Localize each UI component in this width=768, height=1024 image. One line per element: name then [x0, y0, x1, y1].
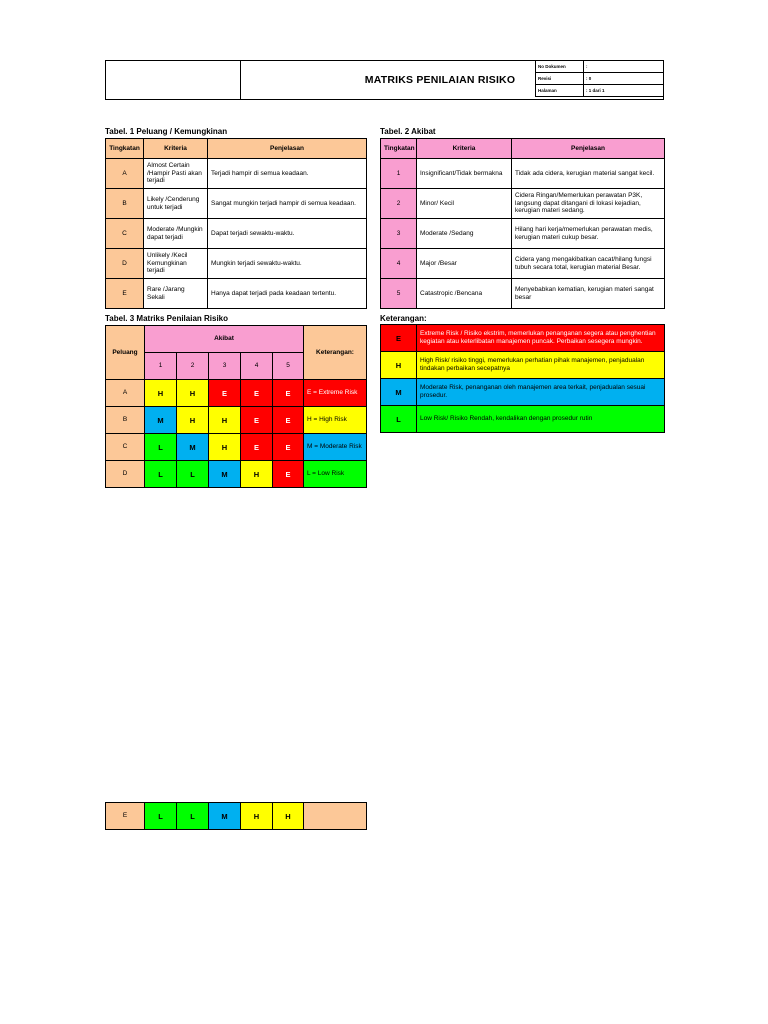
legend-row: [381, 325, 665, 352]
criteria-cell: Insignificant/Tidak bermakna: [417, 159, 512, 189]
meta-row: [536, 85, 664, 97]
level-cell: 3: [381, 219, 417, 249]
legend-row: [381, 379, 665, 406]
column-header: Penjelasan: [208, 139, 367, 159]
legend-code: M: [381, 379, 417, 406]
criteria-cell: Likely /Cenderung untuk terjadi: [144, 189, 208, 219]
risk-cell: E: [241, 407, 273, 434]
legend-row: [381, 352, 665, 379]
akibat-level: 3: [209, 353, 241, 380]
table-row: [106, 189, 367, 219]
meta-row: [536, 61, 664, 73]
risk-cell: H: [241, 461, 273, 488]
table-row: [381, 189, 665, 219]
risk-cell: E: [241, 434, 273, 461]
risk-cell: L: [177, 803, 209, 830]
risk-legend-table: [380, 324, 665, 433]
level-cell: B: [106, 189, 144, 219]
legend-code: E: [381, 325, 417, 352]
legend-description: High Risk/ risiko tinggi, memerlukan perhatian pihak manajemen, penjadualan tindakan perbaikan secepatnya: [417, 352, 665, 379]
table2-header-row: [381, 139, 665, 159]
risk-cell: M: [177, 434, 209, 461]
document-header: [105, 60, 664, 100]
risk-cell: L: [145, 434, 177, 461]
risk-cell: E: [273, 434, 304, 461]
meta-label: No Dokumen: [536, 61, 584, 73]
logo-area: [106, 61, 241, 99]
column-header: Tingkatan: [381, 139, 417, 159]
table3-caption: Tabel. 3 Matriks Penilaian Risiko: [105, 314, 229, 323]
meta-value: : 1 dari 1: [584, 85, 664, 97]
risk-cell: M: [209, 461, 241, 488]
level-cell: C: [106, 219, 144, 249]
risk-matrix-row-e: [105, 802, 367, 830]
criteria-cell: Almost Certain /Hampir Pasti akan terjadi: [144, 159, 208, 189]
criteria-cell: Moderate /Mungkin dapat terjadi: [144, 219, 208, 249]
legend-row: [381, 406, 665, 433]
risk-cell: H: [177, 407, 209, 434]
matrix-header-row: [106, 326, 367, 353]
legend-description: Extreme Risk / Risiko ekstrim, memerlukan penanganan segera atau penghentian kegiatan atau keterlibatan manajemen puncak. Perbaikan sesegera mungkin.: [417, 325, 665, 352]
legend-code: H: [381, 352, 417, 379]
risk-note: L = Low Risk: [304, 461, 367, 488]
table-row: [106, 159, 367, 189]
table-row: [106, 249, 367, 279]
risk-matrix-table: [105, 325, 367, 488]
description-cell: Dapat terjadi sewaktu-waktu.: [208, 219, 367, 249]
meta-value: : 0: [584, 73, 664, 85]
matrix-row: [106, 380, 367, 407]
description-cell: Hanya dapat terjadi pada keadaan tertentu.: [208, 279, 367, 309]
legend-caption: Keterangan:: [380, 314, 427, 323]
page-title: MATRIKS PENILAIAN RISIKO: [364, 74, 516, 86]
risk-cell: M: [209, 803, 241, 830]
criteria-cell: Moderate /Sedang: [417, 219, 512, 249]
peluang-header: Peluang: [106, 326, 145, 380]
table-row: [381, 219, 665, 249]
risk-cell: M: [145, 407, 177, 434]
meta-value: :: [584, 61, 664, 73]
risk-cell: H: [177, 380, 209, 407]
table2-akibat: [380, 138, 665, 309]
table-row: [381, 249, 665, 279]
meta-label: Halaman: [536, 85, 584, 97]
peluang-level: B: [106, 407, 145, 434]
table-row: [106, 219, 367, 249]
level-cell: 4: [381, 249, 417, 279]
document-meta-table: [535, 60, 664, 97]
table-row: [381, 159, 665, 189]
legend-description: Low Risk/ Risiko Rendah, kendalikan dengan prosedur rutin: [417, 406, 665, 433]
criteria-cell: Unlikely /Kecil Kemungkinan terjadi: [144, 249, 208, 279]
legend-description: Moderate Risk, penanganan oleh manajemen area terkait, penjadualan sesuai prosedur.: [417, 379, 665, 406]
akibat-level: 5: [273, 353, 304, 380]
meta-row: [536, 73, 664, 85]
risk-note: E = Extreme Risk: [304, 380, 367, 407]
risk-cell: H: [209, 434, 241, 461]
criteria-cell: Catastropic /Bencana: [417, 279, 512, 309]
risk-cell: E: [273, 380, 304, 407]
peluang-level: D: [106, 461, 145, 488]
table1-peluang: [105, 138, 367, 309]
peluang-level: A: [106, 380, 145, 407]
description-cell: Terjadi hampir di semua keadaan.: [208, 159, 367, 189]
keterangan-header: Keterangan:: [304, 326, 367, 380]
risk-cell: L: [145, 461, 177, 488]
description-cell: Sangat mungkin terjadi hampir di semua keadaan.: [208, 189, 367, 219]
risk-cell: E: [241, 380, 273, 407]
risk-cell: E: [209, 380, 241, 407]
column-header: Kriteria: [144, 139, 208, 159]
risk-note-empty: [304, 803, 367, 830]
table-row: [381, 279, 665, 309]
risk-cell: E: [273, 461, 304, 488]
matrix-row: [106, 434, 367, 461]
level-cell: 5: [381, 279, 417, 309]
akibat-level: 2: [177, 353, 209, 380]
risk-cell: L: [177, 461, 209, 488]
akibat-header: Akibat: [145, 326, 304, 353]
risk-note: M = Moderate Risk: [304, 434, 367, 461]
risk-note: H = High Risk: [304, 407, 367, 434]
risk-cell: H: [273, 803, 304, 830]
column-header: Kriteria: [417, 139, 512, 159]
level-cell: A: [106, 159, 144, 189]
description-cell: Mungkin terjadi sewaktu-waktu.: [208, 249, 367, 279]
legend-code: L: [381, 406, 417, 433]
level-cell: 2: [381, 189, 417, 219]
level-cell: E: [106, 279, 144, 309]
table-row: [106, 279, 367, 309]
akibat-level: 4: [241, 353, 273, 380]
description-cell: Menyebabkan kematian, kerugian materi sangat besar: [512, 279, 665, 309]
level-cell: 1: [381, 159, 417, 189]
column-header: Tingkatan: [106, 139, 144, 159]
risk-cell: H: [241, 803, 273, 830]
peluang-level: C: [106, 434, 145, 461]
table1-caption: Tabel. 1 Peluang / Kemungkinan: [105, 127, 228, 136]
column-header: Penjelasan: [512, 139, 665, 159]
criteria-cell: Minor/ Kecil: [417, 189, 512, 219]
matrix-row: [106, 461, 367, 488]
level-cell: D: [106, 249, 144, 279]
description-cell: Cidera yang mengakibatkan cacat/hilang fungsi tubuh secara total, kerugian material Besar.: [512, 249, 665, 279]
matrix-row: [106, 407, 367, 434]
risk-cell: H: [145, 380, 177, 407]
risk-cell: L: [145, 803, 177, 830]
description-cell: Cidera Ringan/Memerlukan perawatan P3K, langsung dapat ditangani di lokasi kejadian, kerugian materi sedang.: [512, 189, 665, 219]
risk-cell: H: [209, 407, 241, 434]
risk-cell: E: [273, 407, 304, 434]
criteria-cell: Major /Besar: [417, 249, 512, 279]
meta-label: Revisi: [536, 73, 584, 85]
table2-caption: Tabel. 2 Akibat: [380, 127, 436, 136]
description-cell: Tidak ada cidera, kerugian material sangat kecil.: [512, 159, 665, 189]
description-cell: Hilang hari kerja/memerlukan perawatan medis, kerugian materi cukup besar.: [512, 219, 665, 249]
akibat-level: 1: [145, 353, 177, 380]
peluang-level: E: [106, 803, 145, 830]
matrix-row: [106, 803, 367, 830]
table1-header-row: [106, 139, 367, 159]
criteria-cell: Rare /Jarang Sekali: [144, 279, 208, 309]
